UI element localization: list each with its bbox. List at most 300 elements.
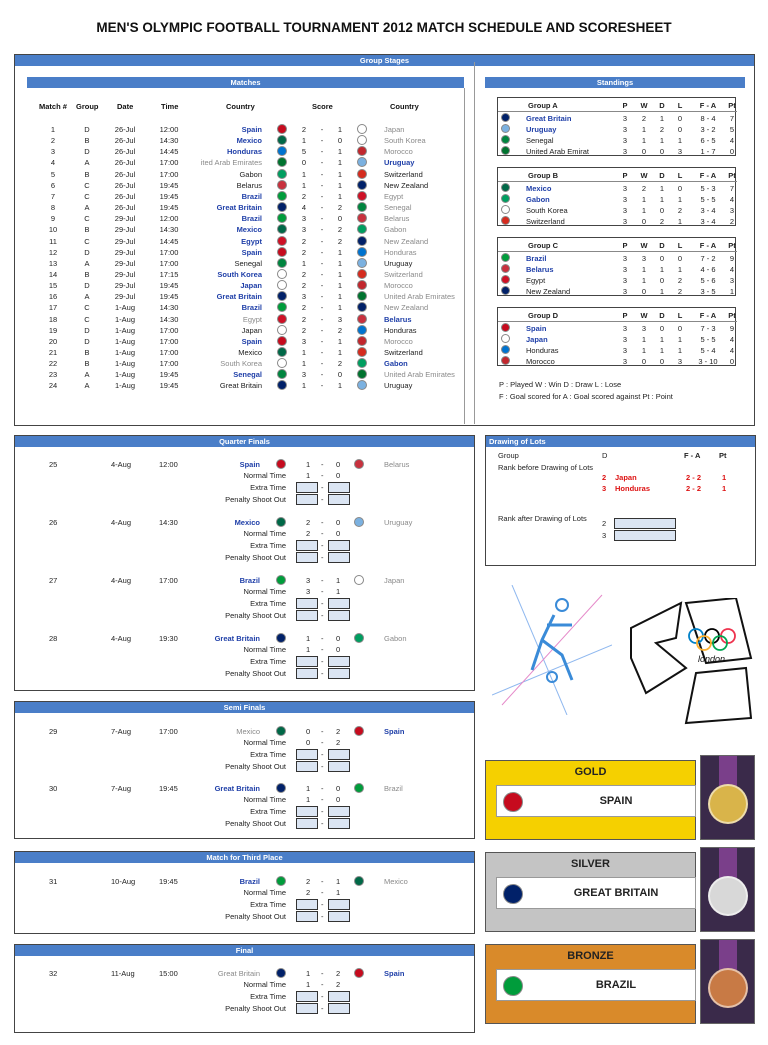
team-name: Uruguay xyxy=(526,125,557,134)
home-flag-icon xyxy=(276,968,286,978)
match-time: 17:00 xyxy=(159,336,179,346)
home-flag-icon xyxy=(276,726,286,736)
home-score: 1 xyxy=(301,381,307,391)
stand-l: 2 xyxy=(677,287,683,296)
home-team: Mexico xyxy=(234,518,260,527)
home-flag-icon xyxy=(277,247,287,257)
away-score: 1 xyxy=(337,125,343,134)
match-date: 1-Aug xyxy=(114,348,135,357)
match-date: 1-Aug xyxy=(114,325,135,335)
away-score: 2 xyxy=(337,236,343,246)
score-input[interactable] xyxy=(296,761,318,772)
divider xyxy=(498,251,737,252)
stand-d: 0 xyxy=(659,206,665,215)
match-number: 18 xyxy=(48,314,58,324)
stand-p: 3 xyxy=(622,346,628,355)
team-flag-icon xyxy=(503,792,523,812)
match-group: C xyxy=(84,214,90,224)
match-date: 29-Jul xyxy=(114,247,136,257)
rank-after-label: Rank after Drawing of Lots xyxy=(498,514,587,523)
stand-col-header: Pt xyxy=(728,101,736,110)
score-dash: - xyxy=(320,180,324,190)
stand-col-header: F - A xyxy=(699,101,717,110)
score-input[interactable] xyxy=(296,818,318,829)
normal-home: 1 xyxy=(306,980,311,989)
stand-col-header: F - A xyxy=(699,171,717,180)
match-time: 19:45 xyxy=(159,784,178,793)
score-input[interactable] xyxy=(296,656,318,667)
match-number: 32 xyxy=(49,969,58,978)
match-date: 26-Jul xyxy=(114,125,136,134)
score-dash: - xyxy=(321,738,324,747)
away-score: 1 xyxy=(337,348,343,357)
stand-col-header: F - A xyxy=(699,311,717,320)
home-team: Belarus xyxy=(236,180,262,190)
away-team: New Zealand xyxy=(384,303,429,313)
header-time: Time xyxy=(161,102,179,111)
score-dash: - xyxy=(320,336,324,346)
team-flag-icon xyxy=(501,146,510,155)
score-input[interactable] xyxy=(296,552,318,563)
match-date: 4-Aug xyxy=(111,634,132,643)
match-number: 11 xyxy=(49,236,57,246)
team-name: Senegal xyxy=(526,136,554,145)
home-flag-icon xyxy=(277,169,287,179)
match-time: 19:45 xyxy=(159,203,179,213)
home-score: 0 xyxy=(306,727,311,736)
home-team: Brazil xyxy=(241,191,262,201)
team-flag-icon xyxy=(501,205,510,214)
score-dash: - xyxy=(321,1004,324,1013)
away-score: 0 xyxy=(336,518,341,527)
away-score: 1 xyxy=(337,191,343,201)
stand-pt: 4 xyxy=(729,136,735,145)
match-time: 17:00 xyxy=(159,169,179,179)
stand-p: 3 xyxy=(622,195,628,204)
penalty-time-label: Penalty Shoot Out xyxy=(225,819,286,828)
match-group: A xyxy=(84,381,90,391)
away-score: 0 xyxy=(337,214,343,224)
match-time: 19:45 xyxy=(159,381,179,391)
team-name: Egypt xyxy=(526,276,546,285)
stand-pt: 3 xyxy=(729,206,735,215)
stand-w: 0 xyxy=(641,217,647,226)
score-input[interactable] xyxy=(328,806,350,817)
stand-d: 1 xyxy=(659,114,665,123)
match-group: A xyxy=(84,203,90,213)
away-team: Senegal xyxy=(384,203,412,213)
match-number: 9 xyxy=(50,214,56,224)
match-number: 31 xyxy=(49,877,58,886)
team-flag-icon xyxy=(501,356,510,365)
match-group: C xyxy=(84,236,90,246)
stand-p: 3 xyxy=(622,217,628,226)
score-dash: - xyxy=(321,576,324,585)
away-flag-icon xyxy=(354,459,364,469)
home-score: 1 xyxy=(301,348,307,357)
match-number: 24 xyxy=(48,381,58,391)
extra-time-label: Extra Time xyxy=(250,992,286,1001)
away-score: 2 xyxy=(336,969,341,978)
match-number: 3 xyxy=(50,147,56,157)
score-input[interactable] xyxy=(328,540,350,551)
penalty-time-label: Penalty Shoot Out xyxy=(225,611,286,620)
stand-fa: 5 - 3 xyxy=(700,184,716,193)
lots-pt: 1 xyxy=(722,484,727,493)
score-input[interactable] xyxy=(328,552,350,563)
rank-after-2: 2 xyxy=(602,519,607,528)
away-score: 0 xyxy=(336,460,341,469)
stand-fa: 3 - 5 xyxy=(700,287,716,296)
standings-table xyxy=(497,237,736,296)
away-flag-icon xyxy=(357,191,367,201)
away-flag-icon xyxy=(357,336,367,346)
home-flag-icon xyxy=(277,302,287,312)
stand-fa: 4 - 6 xyxy=(700,265,716,274)
footballer-pictogram xyxy=(492,585,612,715)
match-number: 20 xyxy=(48,336,58,346)
home-score: 1 xyxy=(301,169,307,179)
away-score: 0 xyxy=(337,136,343,146)
home-score: 1 xyxy=(306,784,311,793)
home-flag-icon xyxy=(277,291,287,301)
stand-l: 0 xyxy=(677,324,683,333)
away-team: Honduras xyxy=(384,325,417,335)
home-team: Egypt xyxy=(242,314,262,324)
away-flag-icon xyxy=(354,968,364,978)
match-number: 15 xyxy=(48,281,58,291)
score-input[interactable] xyxy=(296,610,318,621)
match-time: 19:45 xyxy=(159,281,179,291)
team-flag-icon xyxy=(501,275,510,284)
lots-team: Honduras xyxy=(615,484,651,493)
stand-p: 3 xyxy=(622,254,628,263)
stand-col-header: L xyxy=(677,171,683,180)
home-score: 3 xyxy=(301,336,307,346)
match-date: 29-Jul xyxy=(114,292,136,302)
stand-d: 1 xyxy=(659,335,665,344)
score-input[interactable] xyxy=(328,494,350,505)
away-team: Gabon xyxy=(384,359,408,369)
home-team: Spain xyxy=(241,125,262,134)
normal-home: 0 xyxy=(306,738,311,747)
lots-group-label: Group xyxy=(498,451,519,460)
home-score: 1 xyxy=(306,969,311,978)
stand-w: 1 xyxy=(641,276,647,285)
normal-away: 0 xyxy=(336,471,341,480)
team-flag-icon xyxy=(501,194,510,203)
away-team: Uruguay xyxy=(384,381,413,391)
score-input[interactable] xyxy=(328,761,350,772)
stand-fa: 5 - 5 xyxy=(700,335,716,344)
stand-fa: 5 - 6 xyxy=(700,276,716,285)
away-flag-icon xyxy=(357,157,367,167)
match-date: 7-Aug xyxy=(111,727,132,736)
score-input[interactable] xyxy=(328,749,350,760)
london-2012-logo xyxy=(626,598,756,728)
stand-p: 3 xyxy=(622,276,628,285)
score-input[interactable] xyxy=(296,598,318,609)
away-score: 1 xyxy=(337,158,343,168)
stand-p: 3 xyxy=(622,287,628,296)
score-dash: - xyxy=(320,158,324,168)
score-input[interactable] xyxy=(296,540,318,551)
lots-pt-header: Pt xyxy=(719,451,727,460)
match-time: 14:30 xyxy=(159,518,178,527)
match-date: 1-Aug xyxy=(114,303,135,313)
home-score: 2 xyxy=(301,314,307,324)
stand-pt: 5 xyxy=(729,125,735,134)
home-score: 3 xyxy=(301,370,307,380)
final-bar: Final xyxy=(15,945,474,956)
extra-time-label: Extra Time xyxy=(250,750,286,759)
home-flag-icon xyxy=(277,380,287,390)
match-time: 19:45 xyxy=(159,180,179,190)
score-input[interactable] xyxy=(328,610,350,621)
score-input[interactable] xyxy=(328,1003,350,1014)
score-dash: - xyxy=(320,125,324,134)
team-name: Brazil xyxy=(526,254,547,263)
away-flag-icon xyxy=(357,291,367,301)
score-input[interactable] xyxy=(296,494,318,505)
away-flag-icon xyxy=(357,358,367,368)
away-flag-icon xyxy=(357,269,367,279)
stand-col-header: D xyxy=(659,311,665,320)
home-flag-icon xyxy=(276,876,286,886)
standings-table xyxy=(497,167,736,226)
score-dash: - xyxy=(321,762,324,771)
score-input[interactable] xyxy=(296,806,318,817)
normal-away: 0 xyxy=(336,795,341,804)
stand-col-header: Pt xyxy=(728,171,736,180)
ribbon xyxy=(719,848,737,878)
lots-rank: 3 xyxy=(602,484,607,493)
match-date: 1-Aug xyxy=(114,336,135,346)
stand-d: 0 xyxy=(659,357,665,366)
away-score: 1 xyxy=(337,381,343,391)
home-score: 2 xyxy=(301,191,307,201)
team-name: Honduras xyxy=(526,346,559,355)
match-date: 1-Aug xyxy=(114,359,135,369)
score-dash: - xyxy=(321,529,324,538)
score-input[interactable] xyxy=(328,482,350,493)
lots-group-value: D xyxy=(602,451,608,460)
match-time: 17:00 xyxy=(159,727,178,736)
match-number: 19 xyxy=(48,325,58,335)
score-input[interactable] xyxy=(296,482,318,493)
match-group: B xyxy=(84,225,90,235)
header-score: Score xyxy=(312,102,333,111)
home-score: 1 xyxy=(301,180,307,190)
match-group: D xyxy=(84,325,90,335)
penalty-time-label: Penalty Shoot Out xyxy=(225,1004,286,1013)
score-input[interactable] xyxy=(328,656,350,667)
team-flag-icon xyxy=(501,113,510,122)
stand-l: 1 xyxy=(677,335,683,344)
normal-away: 0 xyxy=(336,645,341,654)
match-number: 25 xyxy=(49,460,58,469)
match-group: D xyxy=(84,125,90,134)
standings-row xyxy=(498,146,737,157)
score-dash: - xyxy=(320,247,324,257)
legend-line-2: F : Goal scored for A : Goal scored against Pt : Point xyxy=(499,392,673,401)
away-team: Uruguay xyxy=(384,158,415,168)
score-input[interactable] xyxy=(296,668,318,679)
away-flag-icon xyxy=(354,876,364,886)
away-score: 1 xyxy=(337,281,343,291)
home-score: 2 xyxy=(306,877,311,886)
stand-pt: 4 xyxy=(729,195,735,204)
away-flag-icon xyxy=(357,325,367,335)
medal-label: GOLD xyxy=(574,766,607,778)
home-score: 2 xyxy=(301,281,307,291)
away-team: Belarus xyxy=(384,460,410,469)
away-score: 1 xyxy=(336,877,341,886)
stand-d: 0 xyxy=(659,147,665,156)
standings-header xyxy=(498,240,737,251)
match-date: 1-Aug xyxy=(114,381,135,391)
match-number: 22 xyxy=(48,359,58,369)
score-dash: - xyxy=(321,460,324,469)
away-score: 1 xyxy=(337,303,343,313)
score-dash: - xyxy=(321,969,324,978)
match-number: 27 xyxy=(49,576,58,585)
score-dash: - xyxy=(321,795,324,804)
stand-d: 0 xyxy=(659,254,665,263)
team-flag-icon xyxy=(501,216,510,225)
score-input[interactable] xyxy=(296,1003,318,1014)
match-number: 6 xyxy=(50,180,56,190)
score-input[interactable] xyxy=(328,668,350,679)
score-input[interactable] xyxy=(296,749,318,760)
stand-l: 1 xyxy=(677,265,683,274)
team-flag-icon xyxy=(501,264,510,273)
score-dash: - xyxy=(321,819,324,828)
group-name: Group C xyxy=(528,241,558,250)
rank-after-input-2[interactable] xyxy=(614,530,676,541)
match-group: A xyxy=(84,292,90,302)
home-flag-icon xyxy=(277,224,287,234)
medal-disc-icon xyxy=(708,876,748,916)
score-input[interactable] xyxy=(328,818,350,829)
home-score: 3 xyxy=(301,225,307,235)
stand-p: 3 xyxy=(622,265,628,274)
match-time: 17:00 xyxy=(159,247,179,257)
normal-away: 2 xyxy=(336,980,341,989)
score-input[interactable] xyxy=(296,899,318,910)
extra-time-label: Extra Time xyxy=(250,599,286,608)
medal-team-box xyxy=(496,877,696,909)
match-time: 17:00 xyxy=(159,325,179,335)
medal-team-box xyxy=(496,969,696,1001)
stand-p: 3 xyxy=(622,335,628,344)
score-dash: - xyxy=(320,169,324,179)
stand-col-header: L xyxy=(677,241,683,250)
standings-row xyxy=(498,113,737,124)
normal-away: 2 xyxy=(336,738,341,747)
match-group: D xyxy=(84,247,90,257)
match-time: 19:45 xyxy=(159,191,179,201)
stand-col-header: D xyxy=(659,171,665,180)
home-team: Gabon xyxy=(239,169,262,179)
match-time: 14:30 xyxy=(159,303,179,313)
match-time: 17:15 xyxy=(159,269,179,279)
match-group: C xyxy=(84,303,90,313)
home-team: Great Britain xyxy=(214,634,260,643)
away-flag-icon xyxy=(354,575,364,585)
match-time: 14:45 xyxy=(159,147,179,157)
away-flag-icon xyxy=(357,169,367,179)
home-flag-icon xyxy=(276,633,286,643)
home-score: 2 xyxy=(301,325,307,335)
normal-time-label: Normal Time xyxy=(243,645,286,654)
stand-d: 1 xyxy=(659,265,665,274)
stand-fa: 5 - 5 xyxy=(700,195,716,204)
away-flag-icon xyxy=(357,135,367,145)
score-input[interactable] xyxy=(328,899,350,910)
home-flag-icon xyxy=(276,783,286,793)
stand-fa: 6 - 5 xyxy=(700,136,716,145)
normal-time-label: Normal Time xyxy=(243,888,286,897)
standings-row xyxy=(498,323,737,334)
stand-pt: 2 xyxy=(729,217,735,226)
home-team: Senegal xyxy=(233,370,262,380)
stand-pt: 9 xyxy=(729,324,735,333)
score-input[interactable] xyxy=(296,991,318,1002)
medal-label: SILVER xyxy=(571,858,610,870)
normal-time-label: Normal Time xyxy=(243,795,286,804)
home-team: Mexico xyxy=(236,225,262,235)
home-flag-icon xyxy=(277,191,287,201)
home-score: 3 xyxy=(301,214,307,224)
home-team: Spain xyxy=(241,247,262,257)
rank-after-3: 3 xyxy=(602,531,607,540)
score-dash: - xyxy=(321,599,324,608)
away-flag-icon xyxy=(354,517,364,527)
rank-after-input-1[interactable] xyxy=(614,518,676,529)
match-number: 23 xyxy=(48,370,58,380)
stand-col-header: W xyxy=(640,171,648,180)
score-dash: - xyxy=(321,807,324,816)
score-input[interactable] xyxy=(328,598,350,609)
away-flag-icon xyxy=(357,236,367,246)
score-dash: - xyxy=(320,269,324,279)
score-dash: - xyxy=(321,634,324,643)
away-score: 1 xyxy=(337,169,343,179)
match-date: 29-Jul xyxy=(114,258,136,268)
stand-w: 3 xyxy=(641,254,647,263)
group-name: Group D xyxy=(528,311,558,320)
match-number: 29 xyxy=(49,727,58,736)
stand-col-header: P xyxy=(622,171,628,180)
home-score: 1 xyxy=(306,634,311,643)
match-time: 14:30 xyxy=(159,225,179,235)
match-number: 1 xyxy=(50,125,56,134)
stand-col-header: L xyxy=(677,311,683,320)
away-flag-icon xyxy=(354,726,364,736)
stand-col-header: Pt xyxy=(728,241,736,250)
away-score: 3 xyxy=(337,314,343,324)
score-input[interactable] xyxy=(328,991,350,1002)
normal-home: 1 xyxy=(306,795,311,804)
score-dash: - xyxy=(321,877,324,886)
away-team: Gabon xyxy=(384,225,407,235)
score-input[interactable] xyxy=(296,911,318,922)
score-input[interactable] xyxy=(328,911,350,922)
match-time: 12:00 xyxy=(159,460,178,469)
home-flag-icon xyxy=(277,347,287,357)
stand-w: 2 xyxy=(641,114,647,123)
